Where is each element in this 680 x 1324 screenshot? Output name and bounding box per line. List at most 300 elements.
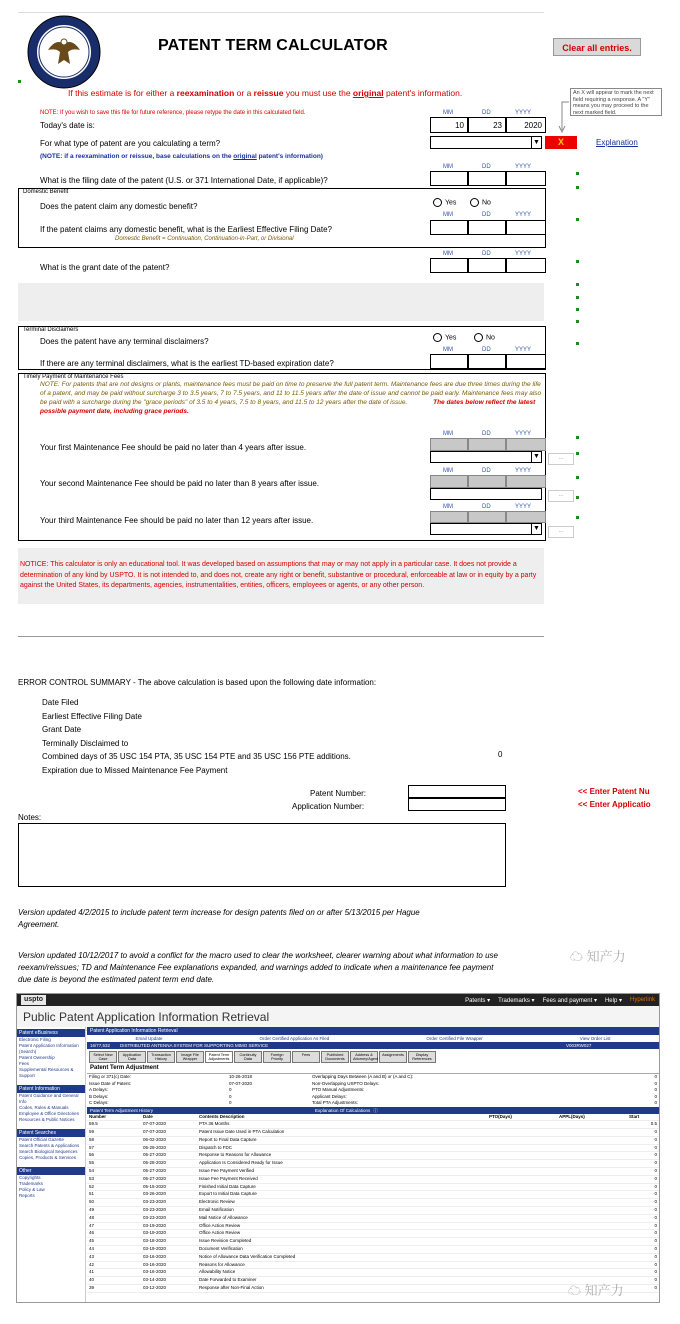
table-cell: 0	[654, 1261, 657, 1267]
table-cell: 0	[654, 1207, 657, 1213]
table-cell	[559, 1199, 629, 1206]
table-cell: 05-27-2020	[143, 1152, 167, 1158]
table-cell: 52	[89, 1183, 95, 1189]
table-cell: Response to Reasons for Allowance	[199, 1152, 272, 1158]
tab-address-attorney[interactable]: Address & Attorney/Agent	[350, 1051, 378, 1063]
warning-text: patent's information.	[383, 88, 463, 98]
second-fee-label: Your second Maintenance Fee should be paid no later than 8 years after issue.	[40, 479, 319, 488]
tab-fees[interactable]: Fees	[292, 1051, 320, 1063]
table-cell: 0	[654, 1152, 657, 1158]
nav-link[interactable]: Search Patents & Applications	[19, 1143, 80, 1148]
terminal-yes-radio[interactable]	[433, 333, 456, 342]
pta-value: 0	[229, 1100, 232, 1105]
table-cell: Finished Initial Data Capture	[199, 1183, 256, 1189]
pair-nav	[465, 997, 655, 1004]
table-cell	[489, 1199, 559, 1206]
table-cell: 45	[89, 1238, 95, 1244]
table-cell	[559, 1184, 629, 1191]
pair-screenshot	[16, 993, 660, 1303]
table-cell: 39	[89, 1285, 95, 1291]
nav-link[interactable]: Patent Official Gazette	[19, 1137, 64, 1142]
third-fee-label: Your third Maintenance Fee should be paid no later than 12 years after issue.	[40, 516, 314, 525]
nav-link[interactable]: Patent Application Information (Search)	[19, 1043, 79, 1054]
earliest-mm-field[interactable]	[430, 220, 468, 235]
table-cell	[559, 1238, 629, 1245]
clear-all-button[interactable]: Clear all entries.	[553, 38, 641, 56]
second-fee-more[interactable]: ...	[548, 490, 574, 502]
table-row	[87, 1262, 659, 1270]
history-header-row	[87, 1114, 659, 1122]
pta-value: 0	[654, 1074, 657, 1079]
nav-patents[interactable]: Patents ▾	[465, 997, 491, 1004]
table-row	[87, 1254, 659, 1262]
chevron-down-icon[interactable]: ▼	[531, 451, 541, 463]
table-cell: 0	[654, 1253, 657, 1259]
table-cell: 0	[654, 1160, 657, 1166]
nav-link[interactable]: Fees	[19, 1061, 30, 1066]
nav-link[interactable]: Copyrights	[19, 1175, 41, 1180]
dd-header: DD	[482, 110, 491, 116]
table-row	[87, 1168, 659, 1176]
notes-textarea[interactable]	[18, 823, 506, 887]
combined-days-value: 0	[498, 750, 503, 759]
watermark-text: 知产力	[586, 949, 626, 964]
radio-icon	[433, 333, 442, 342]
green-marker	[576, 283, 579, 286]
green-marker	[576, 476, 579, 479]
green-marker	[576, 296, 579, 299]
table-row	[87, 1199, 659, 1207]
td-mm-field[interactable]	[430, 354, 468, 369]
table-cell	[559, 1152, 629, 1159]
table-row	[87, 1207, 659, 1215]
warning-text: or a	[234, 88, 254, 98]
pair-main-bar: Patent Application Information Retrieval	[87, 1027, 659, 1035]
earliest-dd-field[interactable]	[468, 220, 506, 235]
chevron-down-icon[interactable]: ▼	[531, 523, 541, 535]
watermark-text: 知产力	[584, 1283, 624, 1298]
wechat-icon: ☁	[568, 1283, 582, 1298]
tab-select-new-case[interactable]: Select New Case	[89, 1051, 117, 1063]
table-cell: 57	[89, 1144, 95, 1150]
history-title-bar	[87, 1107, 659, 1114]
table-cell	[559, 1269, 629, 1276]
green-marker	[576, 320, 579, 323]
table-cell: Date Forwarded to Examiner	[199, 1277, 257, 1283]
maintenance-red-note: The dates below reflect the latest possible payment date, including grace periods.	[40, 399, 536, 415]
table-cell: Application Is Considered Ready for Issue	[199, 1160, 283, 1166]
table-cell: 03-16-2020	[143, 1253, 167, 1259]
summary-item: Combined days of 35 USC 154 PTA, 35 USC 154 PTE and 35 USC 156 PTE additions.	[42, 752, 351, 762]
table-cell: 0	[654, 1175, 657, 1181]
table-cell	[489, 1152, 559, 1159]
uspto-seal	[26, 14, 102, 90]
table-row	[87, 1215, 659, 1223]
nav-link[interactable]: Patent Ownership	[19, 1055, 55, 1060]
note-text: patent's information)	[256, 153, 323, 160]
watermark	[570, 946, 626, 965]
first-fee-dd	[468, 438, 506, 451]
third-fee-more[interactable]: ...	[548, 526, 574, 538]
table-row	[87, 1145, 659, 1153]
yyyy-header: YYYY	[515, 251, 532, 257]
col-header-date: Date	[143, 1113, 153, 1119]
pair-left-nav	[17, 1027, 86, 1302]
first-fee-label: Your first Maintenance Fee should be paid no later than 4 years after issue.	[40, 443, 307, 452]
table-cell: 0	[654, 1285, 657, 1291]
table-cell: 03-26-2020	[143, 1191, 167, 1197]
table-cell: 50	[89, 1199, 95, 1205]
first-fee-mm	[430, 438, 468, 451]
table-row	[87, 1152, 659, 1160]
pta-summary-left	[87, 1074, 312, 1107]
table-row	[87, 1129, 659, 1137]
table-cell: 0	[654, 1191, 657, 1197]
table-cell: 58	[89, 1136, 95, 1142]
email-update-link[interactable]: Email Update	[135, 1036, 163, 1041]
first-fee-yyyy	[506, 438, 546, 451]
note-text: , base calculations on the	[152, 153, 234, 160]
radio-label: Yes	[445, 334, 457, 342]
table-cell	[489, 1160, 559, 1167]
table-cell	[559, 1207, 629, 1214]
nav-link[interactable]: Trademarks	[19, 1181, 43, 1186]
dd-header: DD	[482, 212, 491, 218]
chevron-down-icon[interactable]: ▼	[531, 137, 541, 149]
table-cell	[559, 1160, 629, 1167]
table-cell: Issue Revision Completed	[199, 1238, 252, 1244]
nav-section-head: Other	[17, 1167, 85, 1175]
hidden-fields-area	[18, 283, 544, 321]
table-row	[87, 1160, 659, 1168]
pta-title: Patent Term Adjustment	[87, 1063, 659, 1074]
table-cell: 05-27-2020	[143, 1175, 167, 1181]
table-cell: Allowability Notice	[199, 1269, 236, 1275]
table-cell: 03-14-2020	[143, 1277, 167, 1283]
history-rows	[87, 1121, 659, 1293]
app-title: DISTRIBUTED ANTENNA SYSTEM FOR SUPPORTING MIMO SERVICE	[120, 1043, 269, 1048]
tab-foreign-priority[interactable]: Foreign Priority	[263, 1051, 291, 1063]
pta-value: 0	[654, 1080, 657, 1086]
col-header-appl: APPL(Days)	[559, 1113, 585, 1119]
table-cell: 0	[654, 1136, 657, 1142]
table-row	[87, 1238, 659, 1246]
today-label: Today's date is:	[40, 121, 95, 130]
tab-continuity-data[interactable]: Continuity Data	[234, 1051, 262, 1063]
table-cell: 07-07-2020	[143, 1121, 167, 1127]
note-text: or	[119, 153, 130, 160]
td-dd-field[interactable]	[468, 354, 506, 369]
explanation-link[interactable]: Explanation	[596, 138, 638, 147]
table-row	[87, 1121, 659, 1129]
table-cell: 03-16-2020	[143, 1261, 167, 1267]
tab-application-data[interactable]: Application Data	[118, 1051, 146, 1063]
notes-label: Notes:	[18, 813, 42, 822]
mm-header: MM	[443, 504, 453, 510]
table-cell: 59.5	[89, 1121, 98, 1127]
table-cell: Notice of Allowance Data Verification Completed	[199, 1253, 296, 1259]
table-row	[87, 1223, 659, 1231]
pta-key: Overlapping Days Between (A and B) or (A and C):	[312, 1074, 414, 1079]
table-cell	[489, 1285, 559, 1292]
table-cell: 0	[654, 1144, 657, 1150]
table-cell	[489, 1230, 559, 1237]
patent-number-input[interactable]	[408, 785, 506, 798]
table-cell: Export to Initial Data Capture	[199, 1191, 257, 1197]
table-cell: Issue Fee Payment Received	[199, 1175, 258, 1181]
pair-main	[87, 1027, 659, 1302]
pta-key: B Delays:	[89, 1093, 109, 1099]
yyyy-header: YYYY	[515, 212, 532, 218]
table-row	[87, 1137, 659, 1145]
tab-assignments[interactable]: Assignments	[379, 1051, 407, 1063]
divider-line	[18, 636, 544, 637]
pta-key: Non-Overlapping USPTO Delays:	[312, 1080, 379, 1086]
grant-mm-field[interactable]	[430, 258, 468, 273]
radio-label: No	[482, 199, 491, 207]
terminal-section-title: Terminal Disclaimers	[23, 327, 79, 333]
summary-item: Earliest Effective Filing Date	[42, 711, 142, 721]
table-cell	[559, 1176, 629, 1183]
table-cell: 59	[89, 1129, 95, 1135]
tab-display-references[interactable]: Display References	[408, 1051, 436, 1063]
green-marker	[576, 172, 579, 175]
pta-key: Applicant Delays:	[312, 1093, 347, 1099]
table-cell: Dispatch to FDC	[199, 1144, 233, 1150]
warning-original: original	[352, 88, 384, 98]
table-cell: 0	[654, 1199, 657, 1205]
table-cell: 03-19-2020	[143, 1222, 167, 1228]
filing-mm-field[interactable]	[430, 171, 468, 186]
table-cell: Office Action Review	[199, 1222, 241, 1228]
pta-value: 0	[229, 1087, 232, 1092]
table-cell: 05-28-2020	[143, 1160, 167, 1166]
pair-topbar	[17, 994, 659, 1006]
note-original: original	[233, 153, 257, 160]
pta-summary-right	[312, 1074, 659, 1107]
tab-published-documents[interactable]: Published Documents	[321, 1051, 349, 1063]
domestic-benefit-note: Domestic Benefit = Continuation, Continuation-in-Part, or Divisional	[115, 236, 294, 242]
nav-help[interactable]: Help ▾	[604, 997, 622, 1004]
table-row	[87, 1176, 659, 1184]
table-cell: Reasons for Allowance	[199, 1261, 245, 1267]
table-cell: 0	[654, 1214, 657, 1220]
order-file-wrapper-link[interactable]: Order Certified File Wrapper	[426, 1036, 483, 1041]
reexam-reissue-warning	[68, 88, 462, 98]
table-cell	[559, 1246, 629, 1253]
filing-yyyy-field[interactable]	[506, 171, 546, 186]
table-cell: 40	[89, 1277, 95, 1283]
table-cell: 0	[654, 1183, 657, 1189]
first-fee-more[interactable]: ...	[548, 453, 574, 465]
table-cell: 41	[89, 1269, 95, 1275]
table-cell: 03-23-2020	[143, 1214, 167, 1220]
yyyy-header: YYYY	[515, 347, 532, 353]
version-note-2017: Version updated 10/12/2017 to avoid a conflict for the macro used to clear the worksheet, clearer warning about what information to use reexam/reissues; TD and Maintenance Fee explanations expanded, and warnings added to indicate when a maintenance fee payment due date is beyond the estimated patent term end date.	[18, 951, 498, 984]
summary-item: Grant Date	[42, 725, 82, 735]
pair-title: Public Patent Application Information Retrieval	[17, 1006, 659, 1031]
order-certified-app-link[interactable]: Order Certified Application As Filed	[259, 1036, 330, 1041]
second-fee-yyyy	[506, 475, 546, 488]
view-order-list-link[interactable]: View Order List	[579, 1036, 611, 1041]
nav-link[interactable]: Copies, Products & Services	[19, 1155, 77, 1160]
earliest-yyyy-field[interactable]	[506, 220, 546, 235]
domestic-yes-radio[interactable]	[433, 198, 456, 207]
pta-key: PTO Manual Adjustments:	[312, 1087, 365, 1092]
maintenance-note	[40, 380, 544, 416]
nav-trademarks[interactable]: Trademarks ▾	[498, 997, 535, 1004]
terminal-no-radio[interactable]	[474, 333, 495, 342]
pta-value: 0	[229, 1093, 232, 1099]
application-number-label: Application Number:	[292, 802, 365, 811]
table-cell	[559, 1262, 629, 1269]
table-cell: 48	[89, 1214, 95, 1220]
table-cell: Email Notification	[199, 1207, 234, 1213]
table-cell: 0	[654, 1246, 657, 1252]
table-cell: Office Action Review	[199, 1230, 241, 1236]
note-text: (NOTE: if a	[40, 153, 76, 160]
yyyy-header: YYYY	[515, 504, 532, 510]
table-cell: 0	[654, 1238, 657, 1244]
table-cell: 03-23-2020	[143, 1199, 167, 1205]
watermark-bottom	[568, 1280, 624, 1299]
nav-link[interactable]: Electronic Filing	[19, 1037, 51, 1042]
tab-image-file-wrapper[interactable]: Image File Wrapper	[176, 1051, 204, 1063]
today-mm-field[interactable]	[430, 117, 468, 133]
table-cell: 49	[89, 1207, 95, 1213]
table-cell	[489, 1129, 559, 1136]
domestic-section-title: Domestic Benefit	[23, 189, 69, 195]
pta-key: Issue Date of Patent:	[89, 1080, 132, 1086]
table-cell: 03-12-2020	[143, 1285, 167, 1291]
nav-link[interactable]: Hyperlink	[629, 996, 655, 1003]
pta-summary	[87, 1074, 659, 1107]
pta-value: 0	[654, 1087, 657, 1092]
td-expiration-label: If there are any terminal disclaimers, what is the earliest TD-based expiration date?	[40, 359, 334, 368]
table-cell	[559, 1145, 629, 1152]
table-cell	[489, 1262, 559, 1269]
today-dd-field[interactable]	[468, 117, 506, 133]
nav-section-head: Patent Searches	[17, 1129, 85, 1137]
first-fee-select[interactable]	[430, 451, 542, 463]
table-cell	[489, 1254, 559, 1261]
green-marker	[576, 186, 579, 189]
nav-link[interactable]: Codes, Rules & Manuals	[19, 1105, 69, 1110]
nav-link[interactable]: Reports	[19, 1193, 35, 1198]
nav-link[interactable]: Resources & Public Notices	[19, 1117, 75, 1122]
today-dd-value: 23	[493, 121, 502, 130]
filing-dd-field[interactable]	[468, 171, 506, 186]
nav-link[interactable]: Supplemental Resources & Support	[19, 1067, 74, 1078]
green-marker	[576, 516, 579, 519]
table-cell	[489, 1207, 559, 1214]
radio-icon	[474, 333, 483, 342]
table-cell: Electronic Review	[199, 1199, 235, 1205]
td-yyyy-field[interactable]	[506, 354, 546, 369]
grant-dd-field[interactable]	[468, 258, 506, 273]
pta-key: Total PTA Adjustments:	[312, 1100, 358, 1105]
application-number-input[interactable]	[408, 798, 506, 811]
table-cell: Patent Issue Date Used in PTA Calculation	[199, 1129, 285, 1135]
third-fee-select[interactable]	[430, 523, 542, 535]
table-cell: 05-15-2020	[143, 1183, 167, 1189]
table-cell	[559, 1137, 629, 1144]
nav-link[interactable]: Employee & Office Directories	[19, 1111, 79, 1116]
radio-label: No	[486, 334, 495, 342]
nav-section-head: Patent eBusiness	[17, 1029, 85, 1037]
dd-header: DD	[482, 164, 491, 170]
table-cell: 05-27-2020	[143, 1168, 167, 1174]
table-cell: 42	[89, 1261, 95, 1267]
nav-link[interactable]: Search Biological Sequences	[19, 1149, 78, 1154]
earliest-filing-label: If the patent claims any domestic benefit, what is the Earliest Effective Filing Date?	[40, 225, 332, 234]
table-cell	[559, 1215, 629, 1222]
info-icon[interactable]: ⓘ	[373, 1107, 378, 1113]
table-cell	[489, 1191, 559, 1198]
dd-header: DD	[482, 251, 491, 257]
col-header-number: Number	[89, 1113, 107, 1119]
table-cell: 56	[89, 1152, 95, 1158]
mm-header: MM	[443, 431, 453, 437]
green-marker	[576, 218, 579, 221]
table-cell: 0	[654, 1269, 657, 1275]
patent-type-select[interactable]	[430, 136, 542, 149]
tab-patent-term-adjustments[interactable]: Patent Term Adjustments	[205, 1051, 233, 1063]
table-cell	[559, 1230, 629, 1237]
warning-text: If this estimate is for either a	[68, 88, 177, 98]
dd-header: DD	[482, 504, 491, 510]
table-cell	[559, 1223, 629, 1230]
dd-header: DD	[482, 468, 491, 474]
error-summary-title: ERROR CONTROL SUMMARY - The above calculation is based upon the following date information:	[18, 678, 377, 687]
green-marker	[576, 342, 579, 345]
pta-value: 10-26-2018	[229, 1074, 253, 1079]
second-fee-select[interactable]	[430, 488, 542, 500]
nav-link[interactable]: Policy & Law	[19, 1187, 45, 1192]
pta-key: C Delays:	[89, 1100, 109, 1105]
nav-link[interactable]: Patent Guidance and General Info	[19, 1093, 79, 1104]
mm-header: MM	[443, 164, 453, 170]
table-cell: 43	[89, 1253, 95, 1259]
table-cell: 0	[654, 1277, 657, 1283]
save-note: NOTE: If you wish to save this file for future reference, please retype the date in this calculated field.	[40, 110, 306, 116]
uspto-logo[interactable]: uspto	[21, 995, 46, 1005]
table-cell	[489, 1223, 559, 1230]
dd-header: DD	[482, 347, 491, 353]
table-cell	[489, 1277, 559, 1284]
table-cell	[559, 1121, 629, 1128]
table-cell	[489, 1168, 559, 1175]
second-fee-dd	[468, 475, 506, 488]
table-cell	[489, 1121, 559, 1128]
explanation-calculations[interactable]: Explanation Of Calculations	[315, 1107, 371, 1113]
domestic-no-radio[interactable]	[470, 198, 491, 207]
radio-label: Yes	[445, 199, 457, 207]
nav-section-head: Patent Information	[17, 1085, 85, 1093]
grant-yyyy-field[interactable]	[506, 258, 546, 273]
table-cell: 03-19-2020	[143, 1246, 167, 1252]
nav-fees[interactable]: Fees and payment ▾	[542, 997, 597, 1004]
pta-value: 0	[654, 1100, 657, 1105]
col-header-pto: PTO(Days)	[489, 1113, 512, 1119]
tab-transaction-history[interactable]: Transaction History	[147, 1051, 175, 1063]
today-yyyy-field[interactable]	[506, 117, 546, 133]
mm-header: MM	[443, 212, 453, 218]
table-cell: 0	[654, 1222, 657, 1228]
table-cell: 05-29-2020	[143, 1144, 167, 1150]
table-row	[87, 1269, 659, 1277]
patent-type-label: For what type of patent are you calculating a term?	[40, 139, 221, 148]
